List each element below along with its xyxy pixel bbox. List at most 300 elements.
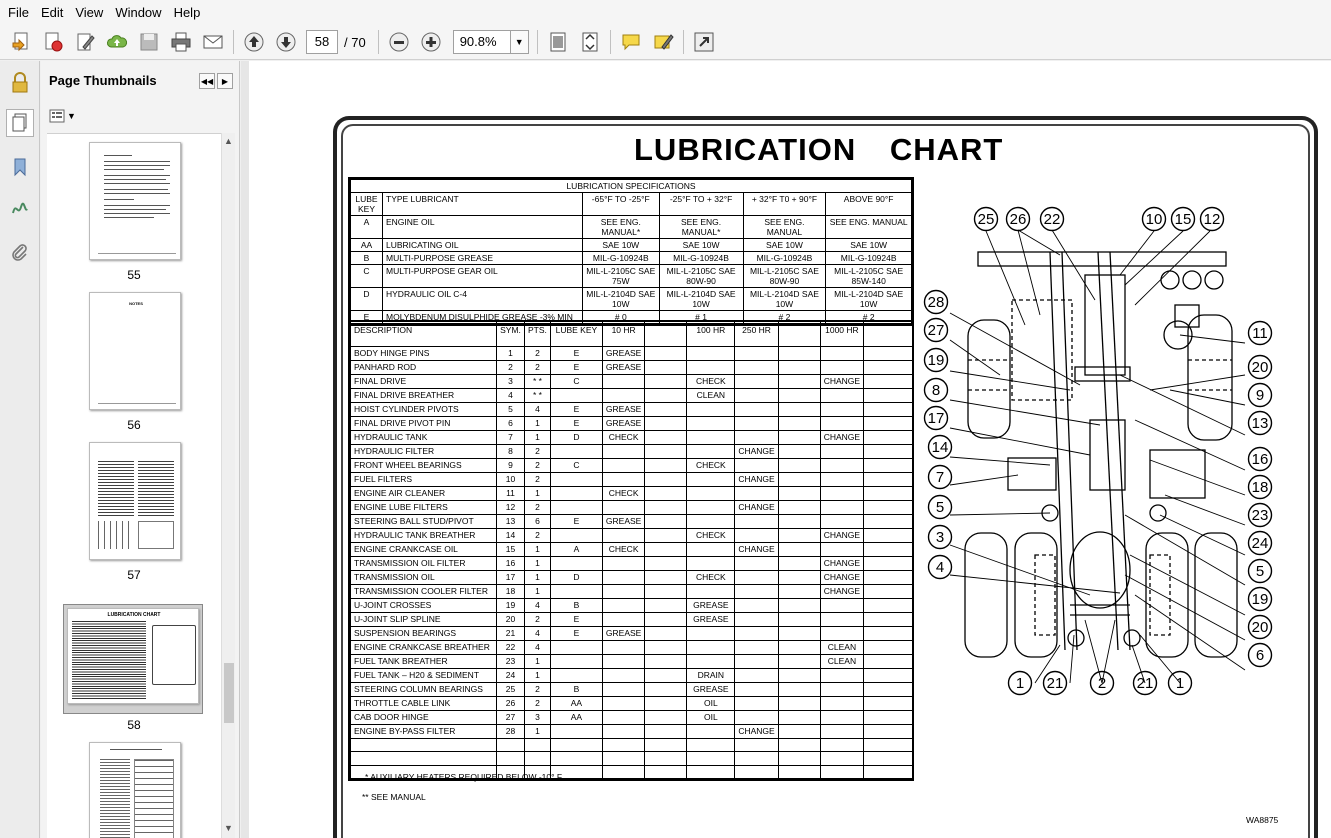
item-value — [735, 374, 778, 388]
item-value: 18 — [497, 584, 525, 598]
item-description: ENGINE CRANKCASE BREATHER — [351, 640, 497, 654]
item-value: DRAIN — [687, 668, 735, 682]
thumbnail-page-55[interactable] — [89, 142, 181, 260]
item-value — [645, 570, 687, 584]
item-value — [735, 765, 778, 779]
item-value: 2 — [525, 360, 551, 374]
page-thumbnails-button[interactable] — [6, 109, 34, 137]
fullscreen-button[interactable] — [691, 29, 717, 55]
schedule-row — [351, 738, 913, 752]
item-value — [550, 752, 602, 766]
attachments-button[interactable] — [6, 239, 34, 267]
thumbnails-list — [47, 133, 221, 838]
spec-value: MIL-L-2104D SAE 10W — [743, 288, 826, 311]
item-value — [864, 654, 912, 668]
page-total: / 70 — [344, 34, 366, 50]
item-value — [602, 612, 644, 626]
thumbnail-page-56[interactable] — [89, 292, 181, 410]
toolbar-separator — [233, 30, 234, 54]
item-value: B — [550, 598, 602, 612]
panel-splitter[interactable] — [241, 61, 249, 838]
item-value — [735, 738, 778, 752]
item-value — [778, 514, 820, 528]
item-value: CHANGE — [820, 584, 863, 598]
callout-number — [925, 379, 948, 402]
scroll-down-icon[interactable]: ▼ — [224, 823, 233, 833]
page-thumbnails-panel — [41, 61, 240, 838]
item-value: AA — [550, 696, 602, 710]
item-value — [820, 542, 863, 556]
item-value: D — [550, 430, 602, 444]
item-value — [820, 416, 863, 430]
item-value — [645, 416, 687, 430]
item-description: STEERING COLUMN BEARINGS — [351, 682, 497, 696]
upload-button[interactable] — [104, 29, 130, 55]
item-value: GREASE — [687, 682, 735, 696]
item-value: GREASE — [602, 626, 644, 640]
menu-window[interactable]: Window — [115, 5, 162, 20]
create-pdf-icon — [10, 31, 32, 53]
panel-next-button[interactable] — [217, 73, 233, 89]
item-value: 3 — [497, 374, 525, 388]
item-value — [778, 765, 820, 779]
schedule-row — [351, 752, 913, 766]
callout-number — [929, 436, 952, 459]
schedule-row — [351, 724, 913, 738]
thumbnail-page-59[interactable] — [89, 742, 181, 838]
scroll-up-icon[interactable]: ▲ — [224, 136, 233, 146]
item-value: 6 — [497, 416, 525, 430]
spec-value: SAE 10W — [743, 239, 826, 252]
signatures-button[interactable] — [6, 195, 34, 223]
item-value — [778, 500, 820, 514]
item-value — [864, 374, 912, 388]
spec-value: SAE 10W — [583, 239, 660, 252]
save-button[interactable] — [136, 29, 162, 55]
envelope-icon — [202, 31, 224, 53]
item-value — [735, 528, 778, 542]
item-value: 9 — [497, 458, 525, 472]
item-value: 15 — [497, 542, 525, 556]
toolbar — [0, 25, 1331, 60]
plus-icon — [420, 31, 442, 53]
item-value — [820, 626, 863, 640]
item-value — [645, 612, 687, 626]
item-value — [778, 402, 820, 416]
item-value — [602, 765, 644, 779]
item-value — [864, 752, 912, 766]
item-value: CHANGE — [820, 570, 863, 584]
thumbnail-options-button[interactable] — [49, 109, 76, 123]
item-value: E — [550, 626, 602, 640]
item-value: CHECK — [687, 374, 735, 388]
callout-label: 11 — [1252, 325, 1268, 342]
item-value — [525, 752, 551, 766]
item-value — [645, 654, 687, 668]
item-value — [864, 500, 912, 514]
item-value — [645, 374, 687, 388]
item-value — [735, 584, 778, 598]
item-value: CHECK — [687, 528, 735, 542]
item-description — [351, 738, 497, 752]
callout-label: 17 — [927, 410, 945, 427]
item-value — [687, 346, 735, 360]
item-value: 2 — [525, 612, 551, 626]
print-button[interactable] — [168, 29, 194, 55]
spec-value: MIL-L-2105C SAE 80W-90 — [743, 265, 826, 288]
edit-pdf-button[interactable] — [72, 29, 98, 55]
item-value: 4 — [497, 388, 525, 402]
item-description: SUSPENSION BEARINGS — [351, 626, 497, 640]
double-chevron-left-icon: ◀◀ — [200, 76, 214, 86]
item-value — [645, 668, 687, 682]
menu-file[interactable]: File — [8, 5, 29, 20]
spec-value: # 0 — [583, 311, 660, 324]
item-value — [778, 752, 820, 766]
item-description: BODY HINGE PINS — [351, 346, 497, 360]
item-value — [550, 472, 602, 486]
thumbnail-label: 58 — [127, 718, 141, 732]
lubricant-type: MOLYBDENUM DISULPHIDE GREASE -3% MIN — [383, 311, 583, 324]
schedule-head — [864, 322, 912, 346]
spec-value: SAE 10W — [659, 239, 743, 252]
zoom-out-button[interactable] — [386, 29, 412, 55]
item-description: FINAL DRIVE BREATHER — [351, 388, 497, 402]
thumbnail-page-57[interactable] — [89, 442, 181, 560]
highlighter-icon — [652, 31, 674, 53]
schedule-row — [351, 444, 913, 458]
item-value: 4 — [525, 598, 551, 612]
item-value — [645, 346, 687, 360]
item-value — [778, 556, 820, 570]
arrow-down-icon — [275, 31, 297, 53]
lubricant-type: ENGINE OIL — [383, 216, 583, 239]
thumbnail-label: 57 — [127, 568, 141, 582]
callout-number — [1249, 616, 1272, 639]
item-value — [778, 542, 820, 556]
thumbnail-page-58[interactable] — [67, 608, 199, 704]
thumbnail-label: 55 — [127, 268, 141, 282]
item-value — [525, 738, 551, 752]
schedule-row — [351, 612, 913, 626]
item-value — [820, 724, 863, 738]
lubrication-schedule-table — [348, 320, 914, 781]
schedule-row — [351, 528, 913, 542]
callout-number — [1143, 208, 1166, 231]
item-value: 1 — [525, 654, 551, 668]
lube-key: A — [351, 216, 383, 239]
menu-edit[interactable]: Edit — [40, 5, 64, 20]
item-value: C — [550, 374, 602, 388]
item-value — [602, 752, 644, 766]
item-value — [778, 444, 820, 458]
item-value — [864, 458, 912, 472]
callout-number — [1249, 322, 1272, 345]
item-value — [820, 598, 863, 612]
callout-number — [929, 466, 952, 489]
spec-head: -65°F TO -25°F — [583, 193, 660, 216]
item-value — [602, 668, 644, 682]
paperclip-icon — [10, 243, 30, 263]
item-value — [687, 500, 735, 514]
schedule-head: 1000 HR — [820, 322, 863, 346]
spec-value: SAE 10W — [826, 239, 912, 252]
item-value: 25 — [497, 682, 525, 696]
menu-help[interactable]: Help — [173, 5, 201, 20]
item-value — [550, 528, 602, 542]
callout-label: 25 — [977, 211, 995, 228]
schedule-row — [351, 626, 913, 640]
item-value — [602, 584, 644, 598]
lock-icon — [10, 72, 30, 94]
spec-head: -25°F TO + 32°F — [659, 193, 743, 216]
item-value — [645, 556, 687, 570]
item-value — [645, 640, 687, 654]
toolbar-separator — [537, 30, 538, 54]
item-value — [687, 402, 735, 416]
item-value: OIL — [687, 696, 735, 710]
item-value — [497, 738, 525, 752]
item-description: FUEL TANK – H20 & SEDIMENT — [351, 668, 497, 682]
item-value — [602, 598, 644, 612]
document-title: LUBRICATION CHART — [634, 132, 1004, 167]
previous-page-button[interactable] — [241, 29, 267, 55]
item-value — [864, 640, 912, 654]
item-value — [550, 654, 602, 668]
security-lock-button[interactable] — [6, 69, 34, 97]
schedule-row — [351, 486, 913, 500]
cloud-upload-icon — [106, 31, 128, 53]
item-value — [550, 388, 602, 402]
item-value: 2 — [525, 528, 551, 542]
spec-row — [351, 239, 912, 252]
item-value — [864, 486, 912, 500]
callout-label: 5 — [1255, 563, 1265, 580]
item-value — [778, 612, 820, 626]
callout-number — [1249, 412, 1272, 435]
spec-row — [351, 288, 912, 311]
item-value: GREASE — [602, 360, 644, 374]
zoom-in-button[interactable] — [418, 29, 444, 55]
item-value — [602, 710, 644, 724]
item-value: CHECK — [602, 486, 644, 500]
item-value — [820, 696, 863, 710]
item-value — [602, 570, 644, 584]
callout-label: 9 — [1255, 387, 1265, 404]
item-value — [687, 724, 735, 738]
fit-page-button[interactable] — [545, 29, 571, 55]
item-value: CHANGE — [735, 500, 778, 514]
spec-value: SEE ENG. MANUAL* — [583, 216, 660, 239]
spec-row — [351, 265, 912, 288]
truck-chassis-diagram — [920, 195, 1285, 705]
item-value: 1 — [497, 346, 525, 360]
schedule-row — [351, 472, 913, 486]
item-value — [645, 626, 687, 640]
expand-icon — [693, 31, 715, 53]
item-value: 27 — [497, 710, 525, 724]
item-value — [687, 752, 735, 766]
item-value: CHANGE — [820, 556, 863, 570]
item-value — [550, 640, 602, 654]
item-value: 7 — [497, 430, 525, 444]
item-value: 3 — [525, 710, 551, 724]
item-value: E — [550, 612, 602, 626]
bookmarks-button[interactable] — [6, 153, 34, 181]
lube-key: AA — [351, 239, 383, 252]
callout-label: 20 — [1251, 359, 1269, 376]
callout-number — [1249, 588, 1272, 611]
item-value — [602, 724, 644, 738]
item-description: STEERING BALL STUD/PIVOT — [351, 514, 497, 528]
item-value — [864, 765, 912, 779]
schedule-row — [351, 696, 913, 710]
item-value: 4 — [525, 640, 551, 654]
item-value: 22 — [497, 640, 525, 654]
item-value — [735, 458, 778, 472]
callout-label: 12 — [1203, 211, 1221, 228]
item-value — [778, 374, 820, 388]
item-value — [864, 612, 912, 626]
comment-button[interactable] — [618, 29, 644, 55]
callout-label: 22 — [1043, 211, 1061, 228]
callout-number — [1249, 504, 1272, 527]
item-value — [645, 528, 687, 542]
item-value: E — [550, 416, 602, 430]
convert-pdf-button[interactable] — [40, 29, 66, 55]
schedule-row — [351, 640, 913, 654]
item-value: 4 — [525, 402, 551, 416]
item-value — [864, 668, 912, 682]
item-value: 8 — [497, 444, 525, 458]
collapse-panel-button[interactable] — [199, 73, 215, 89]
item-value — [864, 514, 912, 528]
schedule-head: 10 HR — [602, 322, 644, 346]
item-description: FUEL FILTERS — [351, 472, 497, 486]
item-value — [864, 444, 912, 458]
item-value — [687, 654, 735, 668]
next-page-button[interactable] — [273, 29, 299, 55]
page-number-input[interactable]: 58 — [306, 30, 338, 54]
item-value — [864, 724, 912, 738]
item-value — [550, 724, 602, 738]
item-value — [645, 696, 687, 710]
item-description: ENGINE LUBE FILTERS — [351, 500, 497, 514]
item-value — [820, 360, 863, 374]
item-value — [645, 752, 687, 766]
lubricant-type: MULTI-PURPOSE GREASE — [383, 252, 583, 265]
convert-icon — [42, 31, 64, 53]
item-value — [602, 556, 644, 570]
item-value — [864, 528, 912, 542]
schedule-head: 250 HR — [735, 322, 778, 346]
item-value — [645, 430, 687, 444]
item-value — [645, 500, 687, 514]
item-value — [645, 598, 687, 612]
item-value — [602, 472, 644, 486]
save-icon — [138, 31, 160, 53]
item-value — [645, 388, 687, 402]
options-list-icon — [49, 109, 65, 123]
item-value — [820, 612, 863, 626]
item-value: 21 — [497, 626, 525, 640]
item-value: 1 — [525, 542, 551, 556]
schedule-row — [351, 346, 913, 360]
item-value — [820, 710, 863, 724]
item-value — [645, 360, 687, 374]
scrollbar-thumb[interactable] — [224, 663, 234, 723]
item-value — [550, 444, 602, 458]
footnote-heaters: * AUXILIARY HEATERS REQUIRED BELOW -10° F. — [365, 772, 564, 782]
item-value — [550, 738, 602, 752]
item-value — [735, 346, 778, 360]
callout-label: 5 — [935, 499, 945, 516]
spec-value: MIL-G-10924B — [743, 252, 826, 265]
highlight-button[interactable] — [650, 29, 676, 55]
item-value: A — [550, 542, 602, 556]
zoom-dropdown-button[interactable] — [511, 30, 529, 54]
menu-view[interactable]: View — [75, 5, 104, 20]
lube-key: D — [351, 288, 383, 311]
spec-head: ABOVE 90°F — [826, 193, 912, 216]
schedule-row — [351, 598, 913, 612]
item-value: * * — [525, 374, 551, 388]
item-value: CHANGE — [820, 374, 863, 388]
zoom-level-input[interactable]: 90.8% — [453, 30, 511, 54]
item-value: B — [550, 682, 602, 696]
lube-key: B — [351, 252, 383, 265]
callout-number — [1172, 208, 1195, 231]
item-value: 13 — [497, 514, 525, 528]
thumbnails-scrollbar[interactable] — [221, 133, 235, 838]
schedule-head: LUBE KEY — [550, 322, 602, 346]
item-value — [735, 430, 778, 444]
item-value — [778, 472, 820, 486]
item-value — [687, 360, 735, 374]
item-value — [735, 668, 778, 682]
item-value — [735, 640, 778, 654]
create-pdf-button[interactable] — [8, 29, 34, 55]
item-value — [550, 486, 602, 500]
item-description: U-JOINT CROSSES — [351, 598, 497, 612]
item-value — [602, 682, 644, 696]
item-value — [687, 765, 735, 779]
schedule-row — [351, 514, 913, 528]
item-value — [687, 584, 735, 598]
callout-number — [1041, 208, 1064, 231]
item-value: C — [550, 458, 602, 472]
item-value — [645, 472, 687, 486]
item-value: 2 — [497, 360, 525, 374]
email-button[interactable] — [200, 29, 226, 55]
item-value — [864, 346, 912, 360]
spec-value: SEE ENG. MANUAL* — [659, 216, 743, 239]
item-value: 12 — [497, 500, 525, 514]
callout-number — [1249, 356, 1272, 379]
footnote-manual: ** SEE MANUAL — [362, 792, 426, 802]
item-value — [778, 570, 820, 584]
item-value — [550, 500, 602, 514]
schedule-head — [778, 322, 820, 346]
fit-width-button[interactable] — [577, 29, 603, 55]
item-value — [778, 626, 820, 640]
item-value: 1 — [525, 724, 551, 738]
item-value: E — [550, 346, 602, 360]
item-value — [778, 696, 820, 710]
item-value: 6 — [525, 514, 551, 528]
item-value — [820, 668, 863, 682]
item-value — [820, 444, 863, 458]
